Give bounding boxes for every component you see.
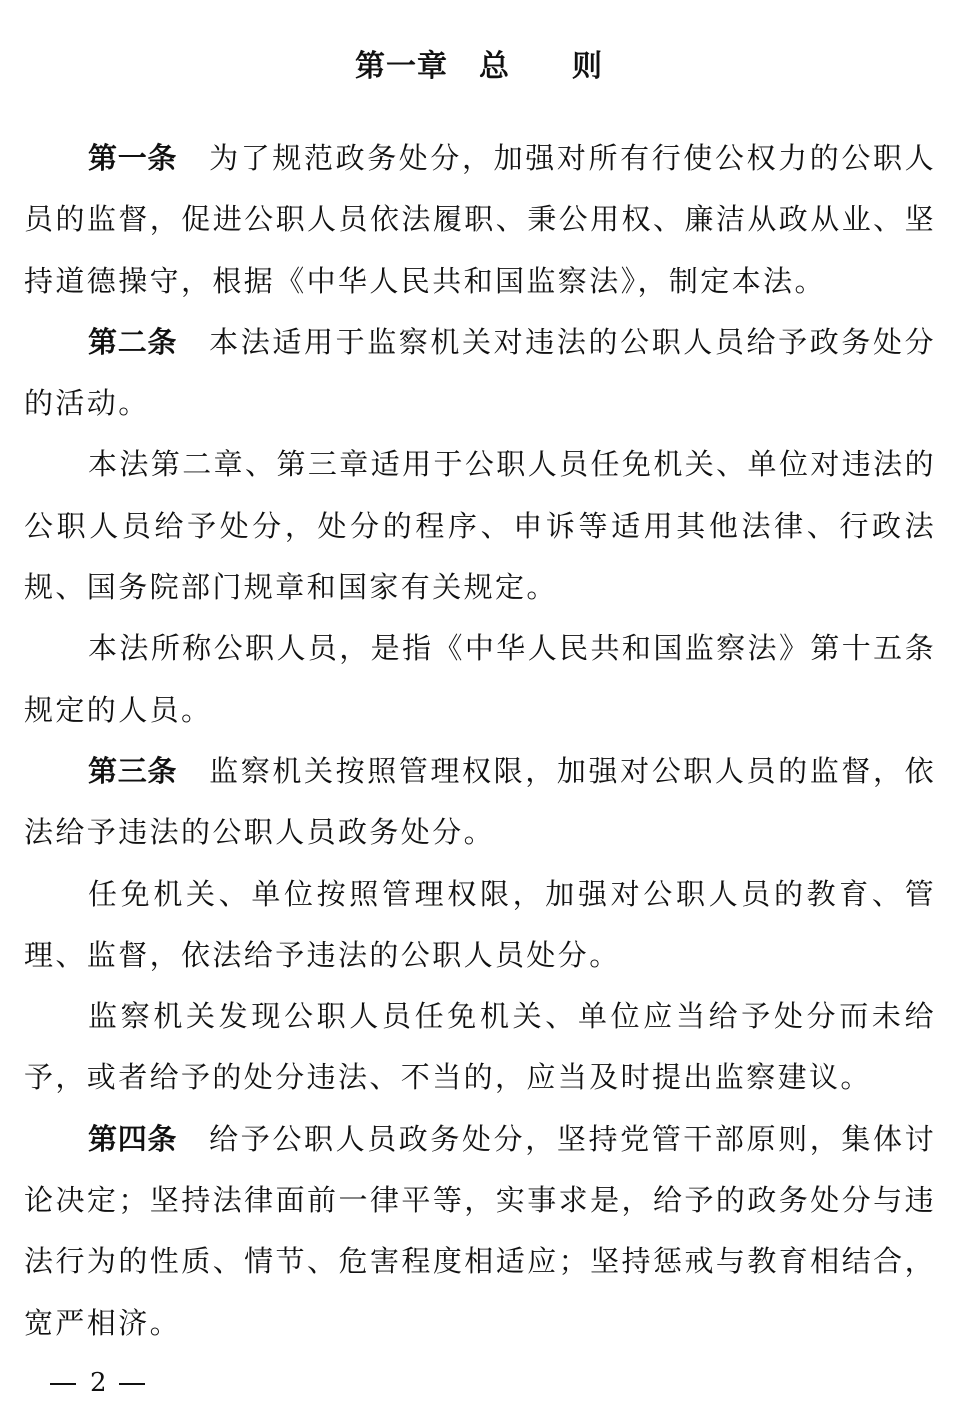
paragraph-text: 为了规范政务处分，加强对所有行使公权力的公职人员的监督，促进公职人员依法履职、秉公用权、廉洁从政从业、坚持道德操守，根据《中华人民共和国监察法》，制定本法。 [24, 141, 936, 298]
paragraph-article-2 [24, 312, 936, 435]
paragraph-text: 监察机关发现公职人员任免机关、单位应当给予处分而未给予，或者给予的处分违法、不当的，应当及时提出监察建议。 [24, 999, 936, 1095]
article-number: 第三条 [88, 753, 178, 788]
paragraph-article-3 [24, 741, 936, 864]
body-text [24, 128, 936, 1354]
paragraph-text: 本法所称公职人员，是指《中华人民共和国监察法》第十五条规定的人员。 [24, 631, 936, 727]
paragraph-article-2-clause-2 [24, 434, 936, 618]
paragraph-text: 给予公职人员政务处分，坚持党管干部原则，集体讨论决定；坚持法律面前一律平等，实事求是，给予的政务处分与违法行为的性质、情节、危害程度相适应；坚持惩戒与教育相结合，宽严相济。 [24, 1121, 936, 1340]
article-number: 第二条 [88, 324, 178, 359]
page-number-dash-right [119, 1383, 145, 1385]
article-number: 第四条 [88, 1121, 178, 1156]
page-number [50, 1366, 145, 1400]
page-number-value: 2 [90, 1368, 107, 1398]
paragraph-article-1 [24, 128, 936, 312]
chapter-title: 第一章 总 则 [355, 49, 603, 84]
paragraph-article-4 [24, 1109, 936, 1354]
paragraph-article-2-clause-3 [24, 618, 936, 741]
paragraph-text: 本法适用于监察机关对违法的公职人员给予政务处分的活动。 [24, 324, 936, 421]
paragraph-article-3-clause-3 [24, 986, 936, 1109]
article-number: 第一条 [88, 141, 178, 175]
page-number-dash-left [50, 1383, 76, 1385]
paragraph-text: 本法第二章、第三章适用于公职人员任免机关、单位对违法的公职人员给予处分，处分的程序、申诉等适用其他法律、行政法规、国务院部门规章和国家有关规定。 [24, 447, 936, 605]
paragraph-text: 监察机关按照管理权限，加强对公职人员的监督，依法给予违法的公职人员政务处分。 [24, 753, 936, 850]
paragraph-text: 任免机关、单位按照管理权限，加强对公职人员的教育、管理、监督，依法给予违法的公职人员处分。 [24, 876, 936, 972]
paragraph-article-3-clause-2 [24, 864, 936, 987]
